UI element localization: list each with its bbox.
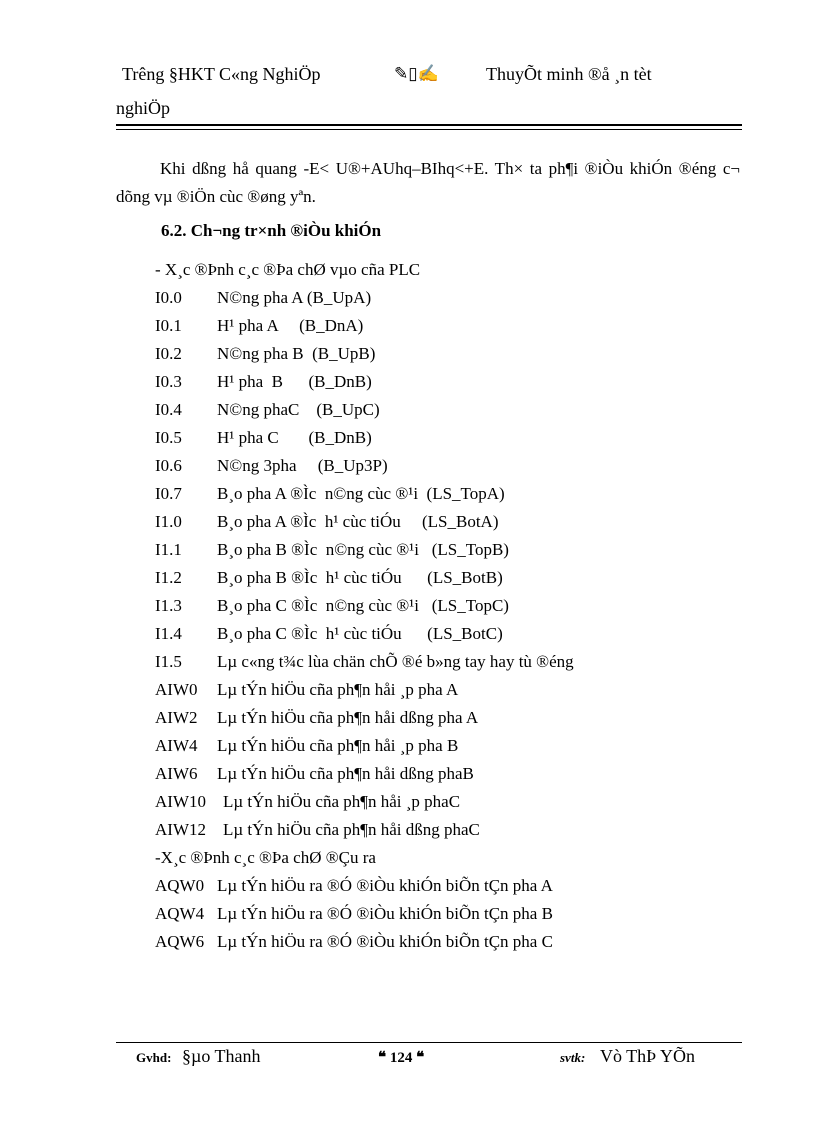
list-item bbox=[155, 536, 745, 564]
list-item bbox=[155, 480, 745, 508]
list-item-code: I0.1 bbox=[155, 316, 182, 335]
list-item-code: I1.3 bbox=[155, 596, 182, 615]
list-item bbox=[155, 620, 745, 648]
list-item bbox=[155, 508, 745, 536]
list-item bbox=[155, 704, 745, 732]
list-item bbox=[155, 368, 745, 396]
section-heading: 6.2. Ch¬ng tr×nh ®iÒu khiÓn bbox=[161, 221, 382, 240]
header-doc-title: ThuyÕt minh ®å ¸n tèt bbox=[486, 64, 652, 84]
list-item-code: AQW6 bbox=[155, 932, 205, 951]
list-item bbox=[155, 816, 745, 844]
list-item bbox=[155, 564, 745, 592]
list-item-desc: N©ng phaC (B_UpC) bbox=[217, 400, 380, 419]
page-header bbox=[116, 64, 742, 119]
list-item bbox=[155, 788, 745, 816]
intro-paragraph: Khi dßng hå quang -E< U®+AUhq–BIhq<+E. Th× ta ph¶i ®iÒu khiÓn ®éng c¬ dõng vµ ®iÖn cùc ®øng yªn. bbox=[116, 159, 740, 206]
list-item-desc: B¸o pha B ®Ìc n©ng cùc ®¹i (LS_TopB) bbox=[217, 540, 509, 559]
footer-gvhd-label: Gvhd: bbox=[136, 1050, 172, 1065]
header-rule-thin bbox=[116, 129, 742, 130]
list-item-desc: B¸o pha A ®Ìc h¹ cùc tiÓu (LS_BotA) bbox=[217, 512, 499, 531]
list-item-code: AIW6 bbox=[155, 764, 198, 783]
footer-rule bbox=[116, 1042, 742, 1043]
list-item bbox=[155, 872, 745, 900]
list-item-desc: - X¸c ®Þnh c¸c ®Þa chØ vµo cña PLC bbox=[155, 260, 421, 279]
list-item-code: I1.1 bbox=[155, 540, 182, 559]
list-item-desc: Lµ tÝn hiÖu ra ®Ó ®iÒu khiÓn biÕn tÇn pha B bbox=[217, 904, 553, 923]
list-item-desc: B¸o pha B ®Ìc h¹ cùc tiÓu (LS_BotB) bbox=[217, 568, 503, 587]
header-doc-title-cont: nghiÖp bbox=[116, 98, 170, 118]
list-item bbox=[155, 900, 745, 928]
footer-page-number: ❝ 124 ❝ bbox=[378, 1050, 425, 1066]
list-item-desc: Lµ tÝn hiÖu cña ph¶n håi dßng pha A bbox=[217, 708, 479, 727]
list-item-desc: B¸o pha C ®Ìc n©ng cùc ®¹i (LS_TopC) bbox=[217, 596, 509, 615]
header-school: Trêng §HKT C«ng NghiÖp bbox=[122, 64, 321, 84]
list-item-desc: B¸o pha A ®Ìc n©ng cùc ®¹i (LS_TopA) bbox=[217, 484, 505, 503]
list-item-desc: Lµ tÝn hiÖu cña ph¶n håi ¸p pha A bbox=[217, 680, 459, 699]
list-item-code: I1.4 bbox=[155, 624, 182, 643]
list-item-desc: Lµ tÝn hiÖu cña ph¶n håi dßng phaB bbox=[217, 764, 474, 783]
list-item-code: I0.0 bbox=[155, 288, 182, 307]
list-item-code: I0.5 bbox=[155, 428, 182, 447]
list-item-desc: N©ng 3pha (B_Up3P) bbox=[217, 456, 388, 475]
list-item bbox=[155, 648, 745, 676]
list-item bbox=[155, 676, 745, 704]
list-item-desc: H¹ pha C (B_DnB) bbox=[217, 428, 372, 447]
footer-gvhd-name: §µo Thanh bbox=[182, 1046, 261, 1066]
list-item bbox=[155, 732, 745, 760]
list-item-code: I0.6 bbox=[155, 456, 182, 475]
list-item-code: AIW2 bbox=[155, 708, 198, 727]
list-item-desc: Lµ tÝn hiÖu ra ®Ó ®iÒu khiÓn biÕn tÇn pha A bbox=[217, 876, 553, 895]
list-item bbox=[155, 760, 745, 788]
header-ornament: ✎▯✍ bbox=[394, 64, 439, 83]
list-item bbox=[155, 592, 745, 620]
list-item-code: AIW0 bbox=[155, 680, 198, 699]
list-item-desc: B¸o pha C ®Ìc h¹ cùc tiÓu (LS_BotC) bbox=[217, 624, 503, 643]
header-rule-thick bbox=[116, 124, 742, 126]
page-footer bbox=[116, 1044, 742, 1074]
list-item-desc: Lµ tÝn hiÖu cña ph¶n håi ¸p phaC bbox=[223, 792, 461, 811]
list-item-code: AIW4 bbox=[155, 736, 198, 755]
list-item-desc: N©ng pha A (B_UpA) bbox=[217, 288, 372, 307]
list-item-desc: Lµ tÝn hiÖu cña ph¶n håi ¸p pha B bbox=[217, 736, 459, 755]
list-item-desc: N©ng pha B (B_UpB) bbox=[217, 344, 376, 363]
list-item-code: I0.3 bbox=[155, 372, 182, 391]
list-item-code: I1.5 bbox=[155, 652, 182, 671]
list-item-code: I1.2 bbox=[155, 568, 182, 587]
footer-svtk-name: Vò ThÞ YÕn bbox=[600, 1046, 696, 1066]
list-item bbox=[155, 284, 745, 312]
list-item-code: AQW4 bbox=[155, 904, 205, 923]
list-item bbox=[155, 312, 745, 340]
list-item-code: I1.0 bbox=[155, 512, 182, 531]
list-item-desc: Lµ c«ng t¾c lùa chän chÕ ®é b»ng tay hay tù ®éng bbox=[217, 652, 574, 671]
list-item-code: AIW12 bbox=[155, 820, 206, 839]
footer-svtk-label: svtk: bbox=[560, 1050, 586, 1065]
list-item bbox=[155, 340, 745, 368]
list-item-desc: H¹ pha B (B_DnB) bbox=[217, 372, 372, 391]
list-item bbox=[155, 424, 745, 452]
list-item-desc: -X¸c ®Þnh c¸c ®Þa chØ ®Çu ra bbox=[155, 848, 376, 867]
list-item bbox=[155, 844, 745, 872]
list-item-code: AQW0 bbox=[155, 876, 205, 895]
address-list bbox=[155, 256, 745, 956]
list-item-code: AIW10 bbox=[155, 792, 206, 811]
list-item bbox=[155, 928, 745, 956]
list-item bbox=[155, 256, 745, 284]
list-item-desc: Lµ tÝn hiÖu cña ph¶n håi dßng phaC bbox=[223, 820, 480, 839]
list-item-code: I0.4 bbox=[155, 400, 182, 419]
list-item-desc: H¹ pha A (B_DnA) bbox=[217, 316, 364, 335]
list-item-code: I0.2 bbox=[155, 344, 182, 363]
list-item-code: I0.7 bbox=[155, 484, 182, 503]
list-item bbox=[155, 452, 745, 480]
list-item bbox=[155, 396, 745, 424]
list-item-desc: Lµ tÝn hiÖu ra ®Ó ®iÒu khiÓn biÕn tÇn pha C bbox=[217, 932, 553, 951]
